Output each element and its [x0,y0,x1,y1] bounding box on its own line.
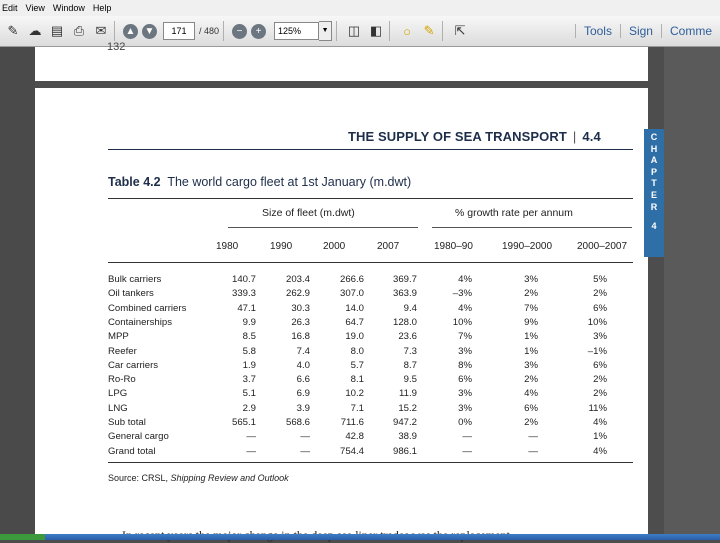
table-cell: 568.6 [285,417,310,428]
table-cell: 11% [588,402,607,414]
comment-bubble-icon[interactable]: ○ [403,23,411,39]
table-cell: 7% [524,302,538,314]
table-cell: 947.2 [392,417,417,428]
page-number-input[interactable]: 171 [163,22,195,40]
table-cell: — [246,445,256,457]
row-label: General cargo [108,431,169,443]
table-cell: 5% [593,274,607,285]
table-title [108,175,411,189]
row-label: MPP [108,331,129,343]
table-cell: 2% [593,374,607,386]
table-cell: 2% [524,417,538,428]
row-label: Bulk carriers [108,274,162,285]
table-source [108,473,289,483]
table-cell: 4% [458,274,472,285]
column-header: 2000 [323,241,346,252]
chapter-letter: A [650,155,658,166]
table-cell: 10.2 [345,388,364,400]
table-cell: 9.9 [242,316,256,328]
table-cell: 2.9 [242,402,256,414]
table-cell: 4% [593,417,607,428]
table-cell: 0% [458,417,472,428]
chapter-tab [644,129,664,257]
table-cell: 10% [587,316,607,328]
column-header: 1980 [216,241,239,252]
expand-icon[interactable]: ⇱ [454,23,466,38]
next-page-icon[interactable]: ▼ [142,24,157,39]
table-cell: 5.1 [242,388,256,400]
table-cell: 6.6 [296,374,310,386]
previous-page-number: 132 [107,41,126,53]
previous-page-icon[interactable]: ▲ [123,24,138,39]
table-label: Table 4.2 [108,175,161,189]
table-cell: 3.9 [296,402,310,414]
row-label: Containerships [108,316,172,328]
menu-edit[interactable]: Edit [2,3,18,13]
table-cell: 9.4 [403,302,417,314]
chapter-number: 4 [651,221,657,232]
table-cell: 4% [593,445,607,457]
header-bottom-rule [108,262,633,263]
table-cell: 8.0 [350,345,364,357]
menu-window[interactable]: Window [52,3,85,13]
table-cell: 140.7 [231,274,256,285]
table-cell: 9.5 [403,374,417,386]
table-cell: 6% [524,402,538,414]
group-header-size: Size of fleet (m.dwt) [262,207,355,219]
row-label: LNG [108,402,128,414]
table-cell: 1% [524,345,538,357]
table-cell: 6% [593,302,607,314]
table-cell: 3% [524,274,538,285]
table-cell: 6.9 [296,388,310,400]
table-cell: — [246,431,256,443]
comment-button[interactable]: Comme [661,24,720,38]
table-cell: 2% [524,374,538,386]
table-cell: 38.9 [398,431,417,443]
table-cell: 3% [458,345,472,357]
fit-width-icon[interactable]: ◧ [369,23,383,38]
toolbar-divider [223,21,224,41]
table-cell: 64.7 [345,316,364,328]
table-cell: 14.0 [345,302,364,314]
column-header: 2007 [377,241,400,252]
taskbar [0,534,720,540]
email-icon[interactable]: ✉ [95,23,107,38]
table-cell: 23.6 [398,331,417,343]
table-cell: 30.3 [291,302,310,314]
table-cell: 5.8 [242,345,256,357]
row-label: Grand total [108,445,156,457]
row-label: Reefer [108,345,137,357]
running-header [348,129,601,144]
toolbar-divider [389,21,390,41]
table-cell: 1% [524,331,538,343]
running-header-title: THE SUPPLY OF SEA TRANSPORT [348,129,567,144]
table-cell: 986.1 [392,445,417,457]
table-cell: 7.1 [350,402,364,414]
source-prefix: Source: CRSL, [108,473,171,483]
table-cell: 8.7 [403,359,417,371]
table-cell: — [528,431,538,443]
header-rule [108,149,633,150]
table-cell: 262.9 [285,288,310,300]
fit-page-icon[interactable]: ◫ [347,23,361,38]
table-cell: 10% [452,316,472,328]
table-cell: — [462,445,472,457]
menu-view[interactable]: View [25,3,45,13]
group-header-growth: % growth rate per annum [455,207,573,219]
table-cell: 711.6 [340,417,364,428]
running-header-separator: | [572,129,577,144]
table-cell: 1.9 [242,359,256,371]
table-cell: 42.8 [345,431,364,443]
table-cell: 19.0 [345,331,364,343]
viewer-right-margin [664,47,720,540]
table-cell: 8% [458,359,472,371]
running-header-section: 4.4 [582,129,601,144]
table-cell: 203.4 [285,274,310,285]
table-cell: 8.1 [350,374,364,386]
zoom-out-icon[interactable]: − [232,24,247,39]
group-rule-size [228,227,418,228]
table-cell: 2% [524,288,538,300]
table-cell: 26.3 [291,316,310,328]
table-cell: 4% [524,388,538,400]
table-cell: — [300,445,310,457]
table-cell: 7.4 [296,345,310,357]
tools-button[interactable]: Tools [575,24,620,38]
toolbar-divider [442,21,443,41]
table-cell: –3% [452,288,472,300]
table-cell: 6% [593,359,607,371]
table-cell: 266.6 [339,274,364,285]
zoom-dropdown-icon[interactable]: ▼ [319,21,332,41]
table-cell: 128.0 [392,316,417,328]
table-cell: 7% [458,331,472,343]
table-cell: — [462,431,472,443]
table-cell: 9% [524,316,538,328]
zoom-in-icon[interactable]: + [251,24,266,39]
group-rule-growth [432,227,632,228]
table-caption: The world cargo fleet at 1st January (m.dwt) [167,175,412,189]
table-bottom-rule [108,462,633,463]
save-icon[interactable]: ▤ [50,23,64,38]
page-total: / 480 [199,26,220,36]
table-cell: 11.9 [399,388,417,400]
table-cell: 369.7 [392,274,417,285]
table-cell: — [300,431,310,443]
chapter-letter: C [650,132,658,142]
table-cell: 5.7 [350,359,364,371]
table-cell: 3% [593,331,607,343]
table-cell: 4% [458,302,472,314]
start-button[interactable] [0,534,45,540]
menu-bar [0,0,720,16]
cloud-upload-icon[interactable]: ☁ [28,23,42,38]
table-cell: 2% [593,388,607,400]
table-cell: 363.9 [392,288,417,300]
table-cell: 565.1 [231,417,256,428]
sign-button[interactable]: Sign [620,24,661,38]
create-pdf-icon[interactable]: ✎ [7,23,19,38]
column-header: 1990 [270,241,293,252]
table-cell: 3% [458,388,472,400]
table-cell: 8.5 [242,331,256,343]
chapter-letter: R [650,201,658,212]
column-header: 1990–2000 [502,241,553,252]
table-cell: 4.0 [296,359,310,371]
column-header: 1980–90 [434,241,473,252]
toolbar-divider [336,21,337,41]
column-header: 2000–2007 [577,241,628,252]
table-cell: 47.1 [237,302,256,314]
chapter-letter: T [651,178,657,189]
print-icon[interactable]: ⎙ [73,23,85,38]
zoom-level-input[interactable]: 125% [274,22,319,40]
previous-page-bottom [35,41,648,81]
row-label: Sub total [108,417,146,428]
table-cell: 754.4 [339,445,364,457]
row-label: Oil tankers [108,288,154,300]
table-cell: 16.8 [291,331,310,343]
highlight-pen-icon[interactable]: ✎ [423,23,435,38]
table-cell: 3% [524,359,538,371]
table-cell: 1% [593,431,607,443]
source-title: Shipping Review and Outlook [170,473,289,483]
table-cell: 307.0 [339,288,364,300]
row-label: Car carriers [108,359,159,371]
table-cell: — [528,445,538,457]
table-cell: –1% [587,345,607,357]
viewer-left-margin [0,0,35,540]
table-cell: 2% [593,288,607,300]
menu-help[interactable]: Help [92,3,112,13]
chapter-letter: P [650,166,657,177]
table-cell: 3.7 [242,374,256,386]
chapter-letter: E [650,189,657,200]
table-cell: 7.3 [403,345,417,357]
chapter-letter: H [650,143,658,154]
row-label: Combined carriers [108,302,187,314]
table-cell: 3% [458,402,472,414]
toolbar-divider [114,21,115,41]
row-label: LPG [108,388,128,400]
table-top-rule [108,198,633,199]
table-cell: 15.2 [398,402,417,414]
row-label: Ro-Ro [108,374,136,386]
table-cell: 339.3 [231,288,256,300]
table-cell: 6% [458,374,472,386]
